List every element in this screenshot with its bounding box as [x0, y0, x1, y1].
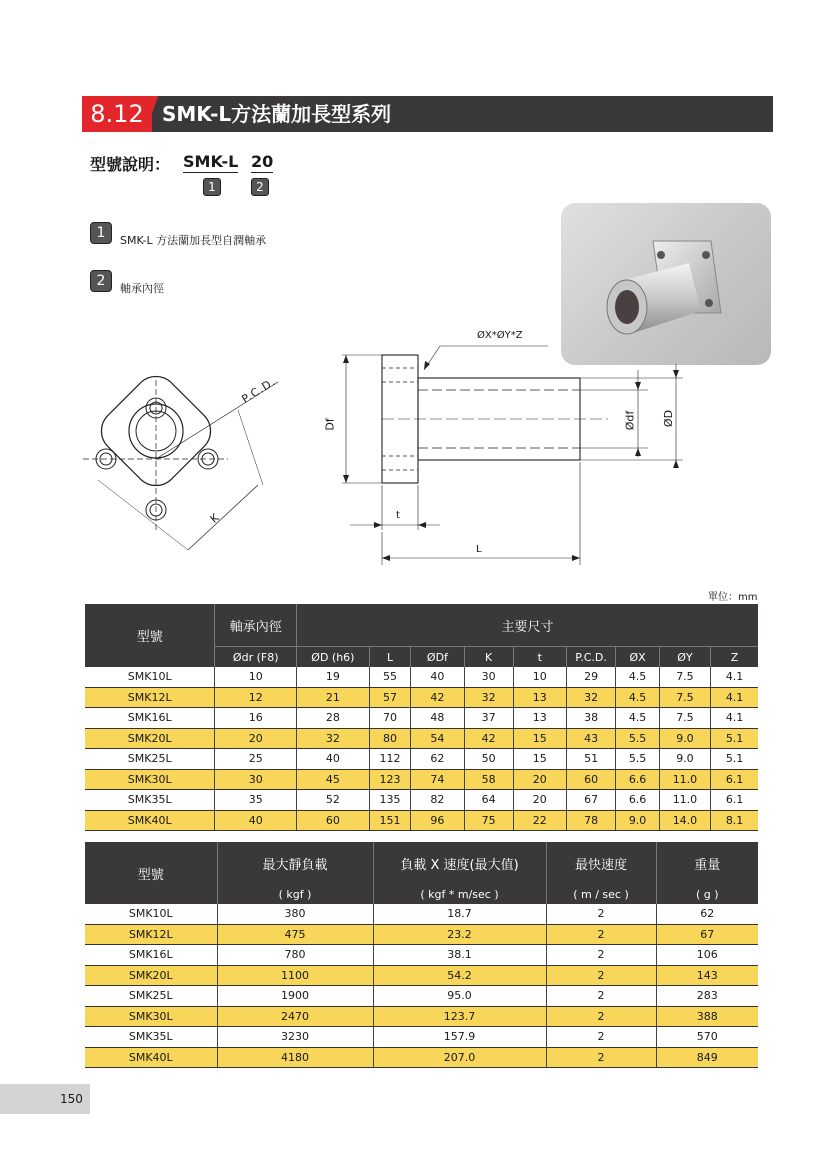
table-cell: 11.0: [659, 769, 710, 790]
table-cell: 5.5: [616, 749, 659, 770]
table-cell: 35: [215, 790, 297, 811]
table-cell: SMK20L: [85, 728, 215, 749]
table-cell: 54.2: [373, 965, 546, 986]
sub-header-9: Z: [711, 647, 758, 668]
table-cell: 30: [464, 667, 513, 687]
table-cell: 157.9: [373, 1027, 546, 1048]
table-cell: 95.0: [373, 986, 546, 1007]
table-cell: 13: [513, 708, 566, 729]
table-cell: 32: [464, 687, 513, 708]
table-cell: 151: [369, 810, 411, 831]
table-cell: 9.0: [659, 749, 710, 770]
table-cell: 10: [513, 667, 566, 687]
header-3: 重量: [656, 842, 758, 884]
table-cell: SMK35L: [85, 1027, 217, 1048]
sub-header-7: ØX: [616, 647, 659, 668]
table-cell: 15: [513, 728, 566, 749]
table-cell: 570: [656, 1027, 758, 1048]
table-cell: 78: [566, 810, 616, 831]
table-cell: SMK20L: [85, 965, 217, 986]
unit-0: ( kgf ): [217, 884, 373, 904]
table-cell: 8.1: [711, 810, 758, 831]
table-cell: 207.0: [373, 1047, 546, 1068]
table-cell: 20: [215, 728, 297, 749]
table-cell: 40: [411, 667, 464, 687]
table-cell: 30: [215, 769, 297, 790]
table-cell: 54: [411, 728, 464, 749]
table-cell: 6.6: [616, 790, 659, 811]
table-row: [85, 1047, 758, 1068]
table-cell: 2: [546, 945, 656, 966]
table-cell: 283: [656, 986, 758, 1007]
table-row: [85, 1006, 758, 1027]
unit-3: ( g ): [656, 884, 758, 904]
performance-table: [85, 842, 758, 1068]
col-model: 型號: [85, 604, 215, 667]
table-cell: 4.5: [616, 708, 659, 729]
table-cell: 106: [656, 945, 758, 966]
table-cell: 123: [369, 769, 411, 790]
table-cell: 23.2: [373, 924, 546, 945]
hole-label: ØX*ØY*Z: [477, 330, 523, 341]
sub-header-4: K: [464, 647, 513, 668]
table-cell: 40: [215, 810, 297, 831]
unit-1: ( kgf * m/sec ): [373, 884, 546, 904]
table-row: [85, 790, 758, 811]
l-label: L: [476, 544, 482, 555]
item-desc-2: 軸承內徑: [120, 282, 164, 295]
table-cell: 75: [464, 810, 513, 831]
table-row: [85, 667, 758, 687]
table-cell: 123.7: [373, 1006, 546, 1027]
sub-header-8: ØY: [659, 647, 710, 668]
table-cell: 7.5: [659, 687, 710, 708]
table-cell: 4.1: [711, 708, 758, 729]
section-number: 8.12: [82, 96, 152, 132]
t-label: t: [396, 510, 400, 521]
table-cell: 7.5: [659, 708, 710, 729]
table-row: [85, 687, 758, 708]
df-label: Df: [323, 418, 337, 431]
table-cell: 32: [297, 728, 370, 749]
item-badge-2: 2: [90, 270, 112, 292]
table-cell: 20: [513, 769, 566, 790]
model-code-label: 型號說明：: [90, 155, 171, 174]
sub-header-0: Ødr (F8): [215, 647, 297, 668]
table-cell: 475: [217, 924, 373, 945]
table-cell: 2: [546, 1006, 656, 1027]
table-cell: SMK16L: [85, 945, 217, 966]
table-cell: 4.5: [616, 667, 659, 687]
section-number-slant: [146, 96, 158, 132]
table-cell: 10: [215, 667, 297, 687]
unit-label: 單位：mm: [708, 592, 758, 603]
table-cell: 380: [217, 904, 373, 924]
table-cell: 60: [566, 769, 616, 790]
table-row: [85, 1027, 758, 1048]
table-cell: 96: [411, 810, 464, 831]
table-cell: SMK12L: [85, 924, 217, 945]
technical-drawing: [78, 320, 698, 570]
table-cell: SMK10L: [85, 904, 217, 924]
table-cell: 2470: [217, 1006, 373, 1027]
table-cell: 2: [546, 924, 656, 945]
table-row: [85, 924, 758, 945]
table-cell: 12: [215, 687, 297, 708]
badge-2: 2: [251, 178, 269, 196]
table-cell: 74: [411, 769, 464, 790]
table-row: [85, 945, 758, 966]
table-cell: 64: [464, 790, 513, 811]
table-row: [85, 904, 758, 924]
table-cell: 57: [369, 687, 411, 708]
table-cell: 6.1: [711, 790, 758, 811]
table-cell: SMK40L: [85, 810, 215, 831]
unit-2: ( m / sec ): [546, 884, 656, 904]
item-desc-1: SMK-L 方法蘭加長型自潤軸承: [120, 234, 267, 247]
table-cell: 780: [217, 945, 373, 966]
table-cell: 6.1: [711, 769, 758, 790]
header-0: 最大靜負載: [217, 842, 373, 884]
table-cell: 38.1: [373, 945, 546, 966]
table-cell: 388: [656, 1006, 758, 1027]
table-cell: 112: [369, 749, 411, 770]
table-cell: SMK25L: [85, 986, 217, 1007]
table-cell: 5.1: [711, 749, 758, 770]
table-cell: 67: [656, 924, 758, 945]
table-cell: 32: [566, 687, 616, 708]
sub-header-6: P.C.D.: [566, 647, 616, 668]
model-code-part2: 20: [251, 152, 274, 171]
table-cell: 19: [297, 667, 370, 687]
table-cell: 70: [369, 708, 411, 729]
table-cell: 58: [464, 769, 513, 790]
sub-header-1: ØD (h6): [297, 647, 370, 668]
table-cell: 21: [297, 687, 370, 708]
table-cell: SMK40L: [85, 1047, 217, 1068]
table-cell: 9.0: [659, 728, 710, 749]
table-cell: 42: [464, 728, 513, 749]
table-cell: 20: [513, 790, 566, 811]
table-cell: 2: [546, 904, 656, 924]
table-row: [85, 986, 758, 1007]
table-cell: SMK35L: [85, 790, 215, 811]
table-cell: 25: [215, 749, 297, 770]
table-cell: 2: [546, 1047, 656, 1068]
od-label: ØD: [662, 409, 676, 428]
table-cell: 80: [369, 728, 411, 749]
table-cell: 3230: [217, 1027, 373, 1048]
k-label: K: [207, 511, 222, 526]
dimensions-table: [85, 604, 758, 831]
table-row: [85, 965, 758, 986]
table-cell: 13: [513, 687, 566, 708]
table-cell: 2: [546, 965, 656, 986]
sub-header-5: t: [513, 647, 566, 668]
table-cell: 45: [297, 769, 370, 790]
table-cell: SMK30L: [85, 1006, 217, 1027]
table-row: [85, 749, 758, 770]
table-cell: 4.1: [711, 667, 758, 687]
badge-1: 1: [203, 178, 221, 196]
table-cell: 42: [411, 687, 464, 708]
sub-header-2: L: [369, 647, 411, 668]
table-cell: 37: [464, 708, 513, 729]
table-cell: 7.5: [659, 667, 710, 687]
table-cell: SMK12L: [85, 687, 215, 708]
table-row: [85, 769, 758, 790]
table-row: [85, 708, 758, 729]
table-cell: SMK30L: [85, 769, 215, 790]
table-cell: 38: [566, 708, 616, 729]
table-cell: 62: [656, 904, 758, 924]
table-cell: 4180: [217, 1047, 373, 1068]
table-cell: 22: [513, 810, 566, 831]
header-2: 最快速度: [546, 842, 656, 884]
table-cell: 1100: [217, 965, 373, 986]
table-cell: 82: [411, 790, 464, 811]
table-cell: 43: [566, 728, 616, 749]
table-cell: SMK10L: [85, 667, 215, 687]
table-cell: 50: [464, 749, 513, 770]
page-number: 150: [60, 1092, 83, 1106]
header-1: 負載 X 速度(最大值): [373, 842, 546, 884]
col-bore: 軸承內徑: [215, 604, 297, 647]
table-cell: 40: [297, 749, 370, 770]
table-cell: 1900: [217, 986, 373, 1007]
table-cell: 16: [215, 708, 297, 729]
item-badge-1: 1: [90, 222, 112, 244]
table-row: [85, 810, 758, 831]
table-cell: 51: [566, 749, 616, 770]
col-main-dimensions: 主要尺寸: [297, 604, 759, 647]
table-cell: 6.6: [616, 769, 659, 790]
odf-label: Ødf: [623, 410, 637, 431]
col-model-2: 型號: [85, 842, 217, 904]
table-cell: 5.5: [616, 728, 659, 749]
model-code-part1: SMK-L: [183, 152, 239, 171]
table-cell: 143: [656, 965, 758, 986]
table-cell: 29: [566, 667, 616, 687]
table-cell: 52: [297, 790, 370, 811]
table-row: [85, 728, 758, 749]
table-cell: 55: [369, 667, 411, 687]
table-cell: SMK25L: [85, 749, 215, 770]
table-cell: 67: [566, 790, 616, 811]
table-cell: 15: [513, 749, 566, 770]
table-cell: 60: [297, 810, 370, 831]
table-cell: 14.0: [659, 810, 710, 831]
table-cell: 18.7: [373, 904, 546, 924]
table-cell: 28: [297, 708, 370, 729]
pcd-label: P.C.D.: [239, 375, 279, 406]
table-cell: 4.5: [616, 687, 659, 708]
table-cell: 2: [546, 1027, 656, 1048]
table-cell: 62: [411, 749, 464, 770]
table-cell: 48: [411, 708, 464, 729]
table-cell: 4.1: [711, 687, 758, 708]
sub-header-3: ØDf: [411, 647, 464, 668]
table-cell: 135: [369, 790, 411, 811]
table-cell: 5.1: [711, 728, 758, 749]
section-title: SMK-L方法蘭加長型系列: [162, 102, 392, 126]
table-cell: 849: [656, 1047, 758, 1068]
table-cell: 2: [546, 986, 656, 1007]
table-cell: SMK16L: [85, 708, 215, 729]
table-cell: 11.0: [659, 790, 710, 811]
table-cell: 9.0: [616, 810, 659, 831]
